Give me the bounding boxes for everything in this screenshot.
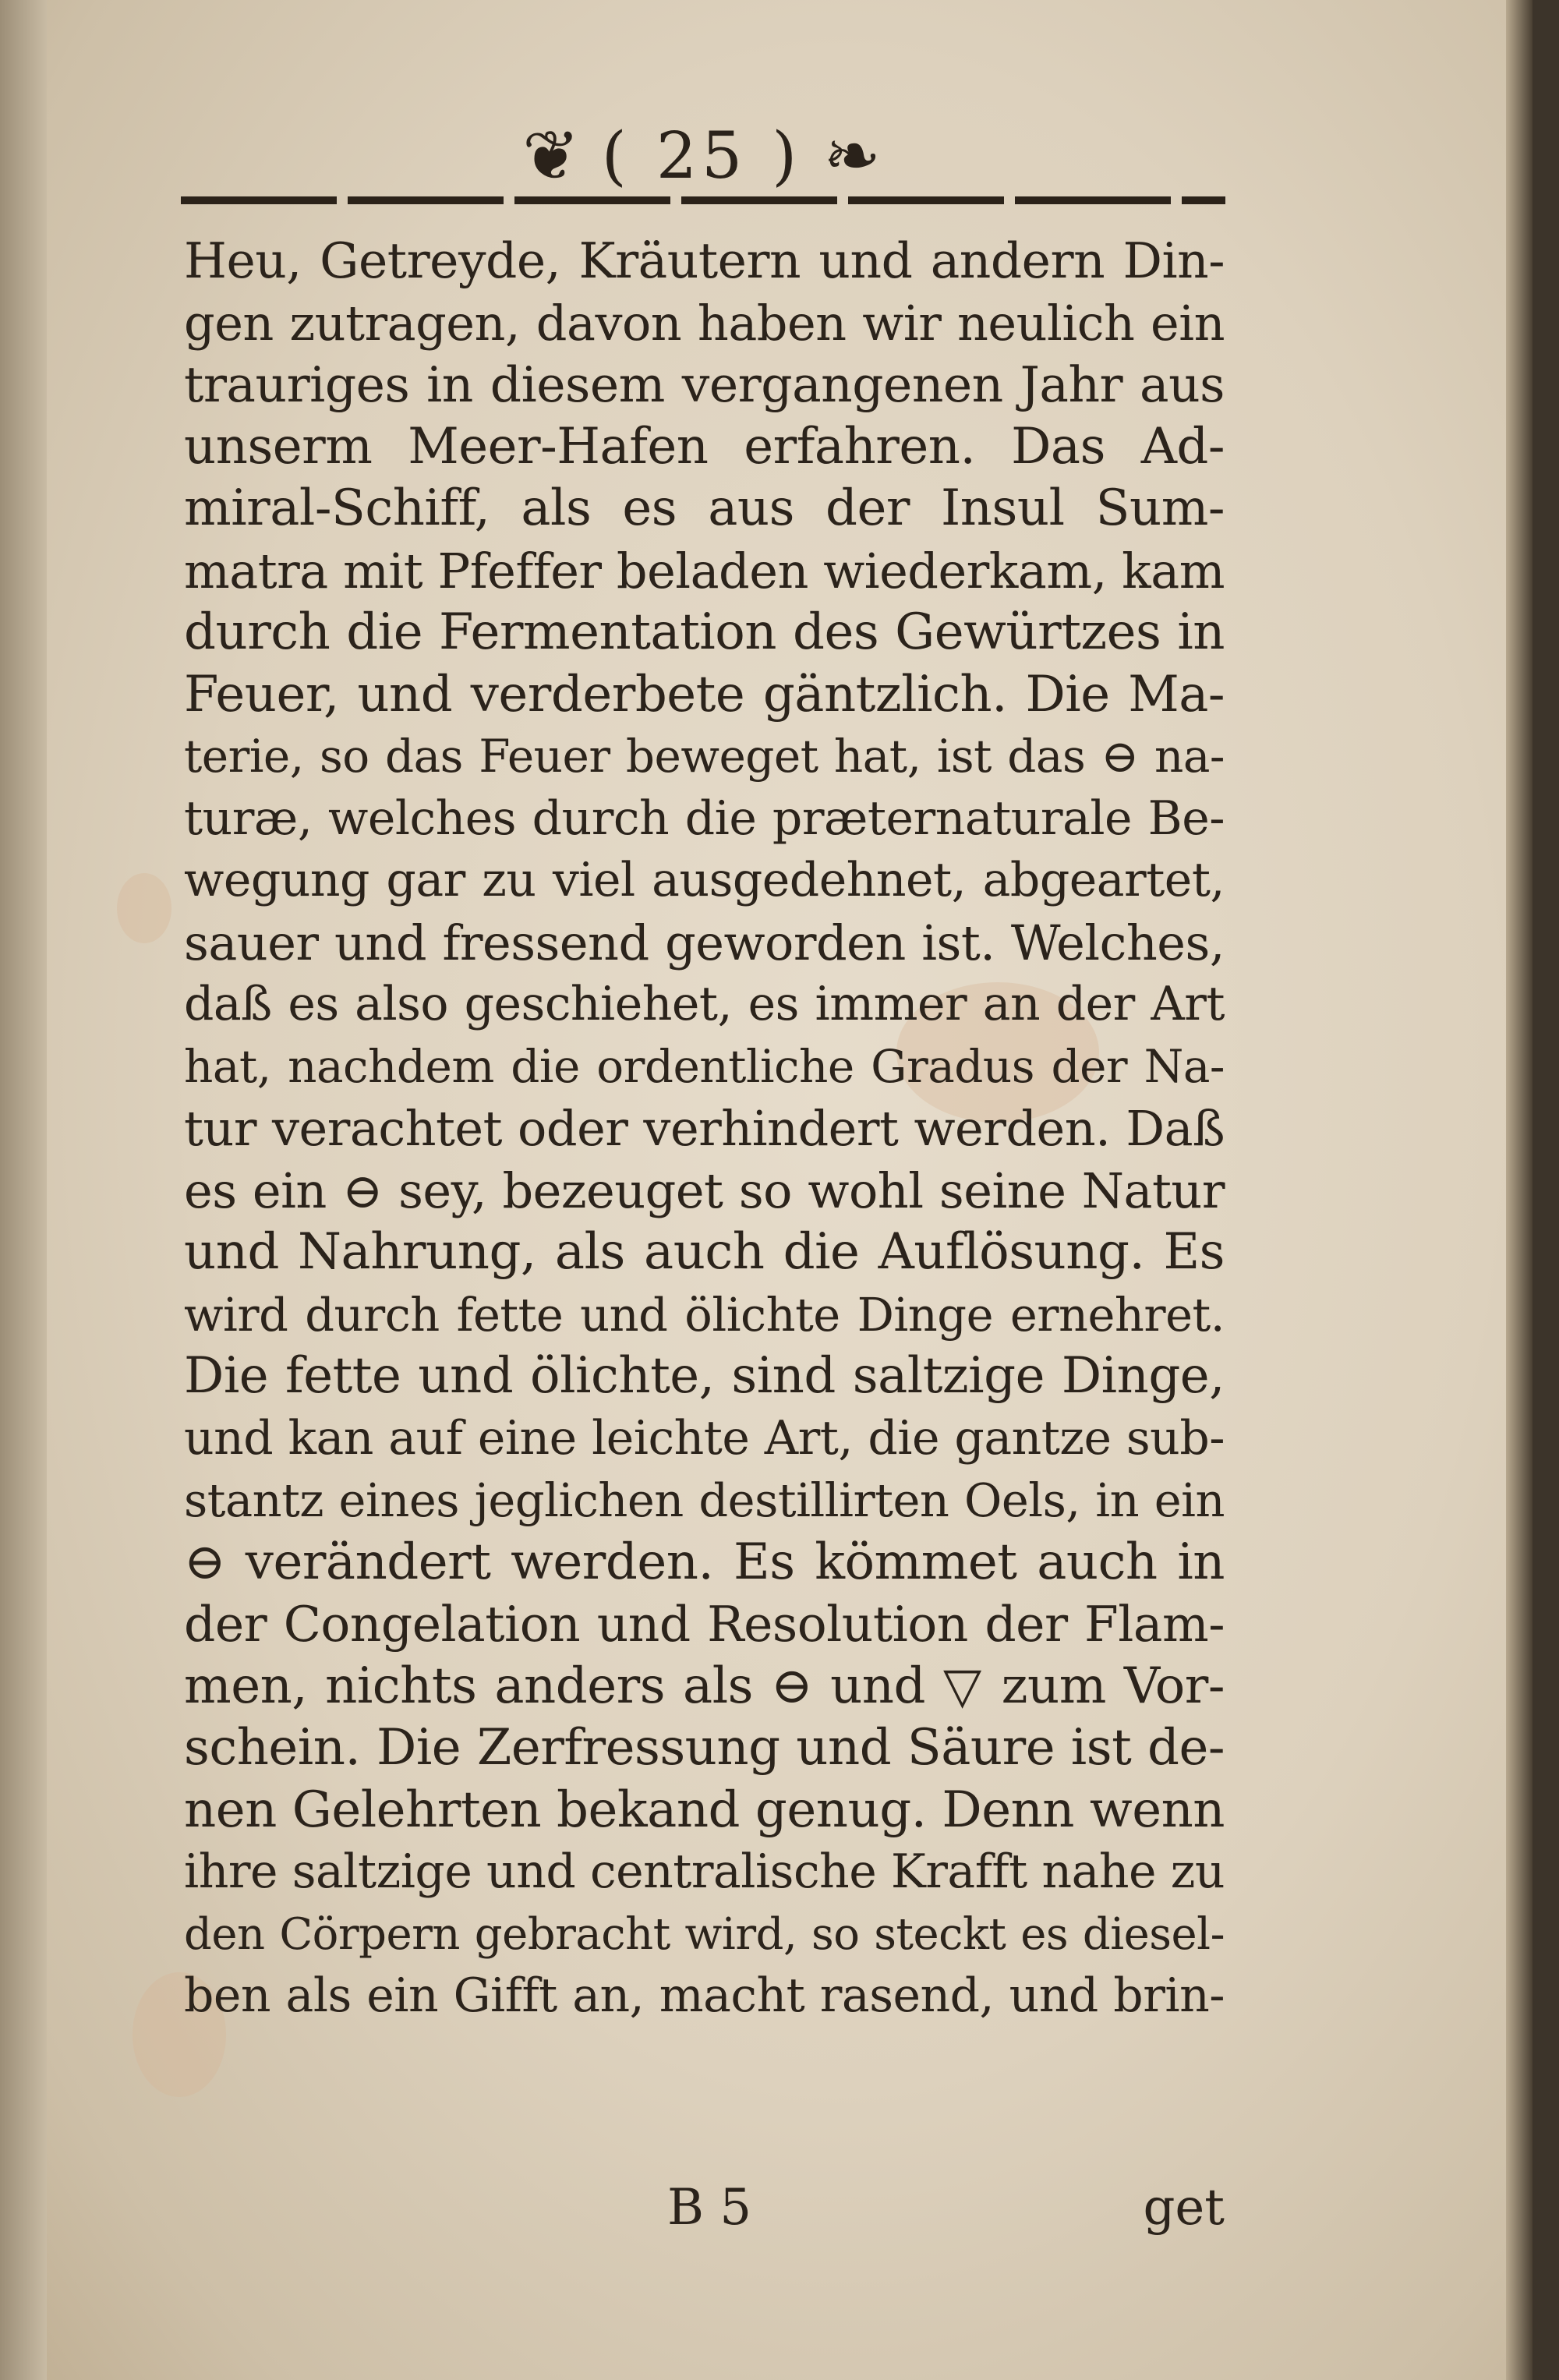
text-line: gen zutragen, davon haben wir neulich ein (184, 294, 1225, 352)
text-line: ben als ein Gifft an, macht rasend, und brin- (184, 1968, 1225, 2023)
catchword: get (1143, 2179, 1225, 2237)
text-line: und kan auf eine leichte Art, die gantze sub- (184, 1410, 1225, 1466)
text-line: schein. Die Zerfressung und Säure ist de- (184, 1719, 1225, 1777)
text-line: der Congelation und Resolution der Flam- (184, 1596, 1225, 1653)
text-line: tur verachtet oder verhindert werden. Daß (184, 1100, 1225, 1157)
page-header (468, 109, 935, 203)
text-line: Heu, Getreyde, Kräutern und andern Din- (184, 232, 1225, 289)
text-line: nen Gelehrten bekand genug. Denn wenn (184, 1781, 1225, 1839)
signature-mark: B 5 (667, 2179, 752, 2237)
text-line: trauriges in diesem vergangenen Jahr aus (184, 356, 1225, 413)
text-line: und Nahrung, als auch die Auflösung. Es (184, 1223, 1225, 1281)
text-line: ⊖ verändert werden. Es kömmet auch in (184, 1533, 1225, 1591)
page-gutter (0, 0, 47, 2380)
text-line: miral-Schiff, als es aus der Insul Sum- (184, 479, 1225, 537)
text-line: stantz eines jeglichen destillirten Oels, in ein (184, 1473, 1225, 1527)
text-line: hat, nachdem die ordentliche Gradus der Na- (184, 1039, 1225, 1093)
page-number: ( 25 ) (601, 118, 802, 193)
text-line: daß es also geschiehet, es immer an der Art (184, 977, 1225, 1031)
body-text (184, 230, 1225, 2028)
text-line: turæ, welches durch die præternaturale Be- (184, 790, 1225, 846)
text-line: durch die Fermentation des Gewürtzes in (184, 603, 1225, 661)
text-line: men, nichts anders als ⊖ und ▽ zum Vor- (184, 1657, 1225, 1715)
text-line: Feuer, und verderbete gäntzlich. Die Ma- (184, 665, 1225, 723)
text-line: ihre saltzige und centralische Krafft nahe zu (184, 1844, 1225, 1899)
text-line: unserm Meer-Hafen erfahren. Das Ad- (184, 417, 1225, 476)
paper-stain (117, 873, 171, 943)
page-footer (184, 2179, 1225, 2249)
text-line: Die fette und ölichte, sind saltzige Dinge, (184, 1347, 1225, 1405)
text-line: wegung gar zu viel ausgedehnet, abgeartet, (184, 853, 1225, 907)
fleuron-right-icon: ❧ (823, 115, 881, 196)
text-line: terie, so das Feuer beweget hat, ist das ⊖ na- (184, 730, 1225, 783)
header-rule (181, 196, 1225, 204)
page-edge-shadow (1506, 0, 1532, 2380)
fleuron-left-icon: ❦ (522, 115, 580, 196)
text-line: es ein ⊖ sey, bezeuget so wohl seine Natur (184, 1162, 1225, 1219)
text-line: sauer und fressend geworden ist. Welches, (184, 914, 1225, 971)
text-line: wird durch fette und ölichte Dinge ernehret. (184, 1287, 1225, 1342)
text-line: den Cörpern gebracht wird, so steckt es diesel- (184, 1908, 1225, 1960)
text-line: matra mit Pfeffer beladen wiederkam, kam (184, 542, 1225, 599)
